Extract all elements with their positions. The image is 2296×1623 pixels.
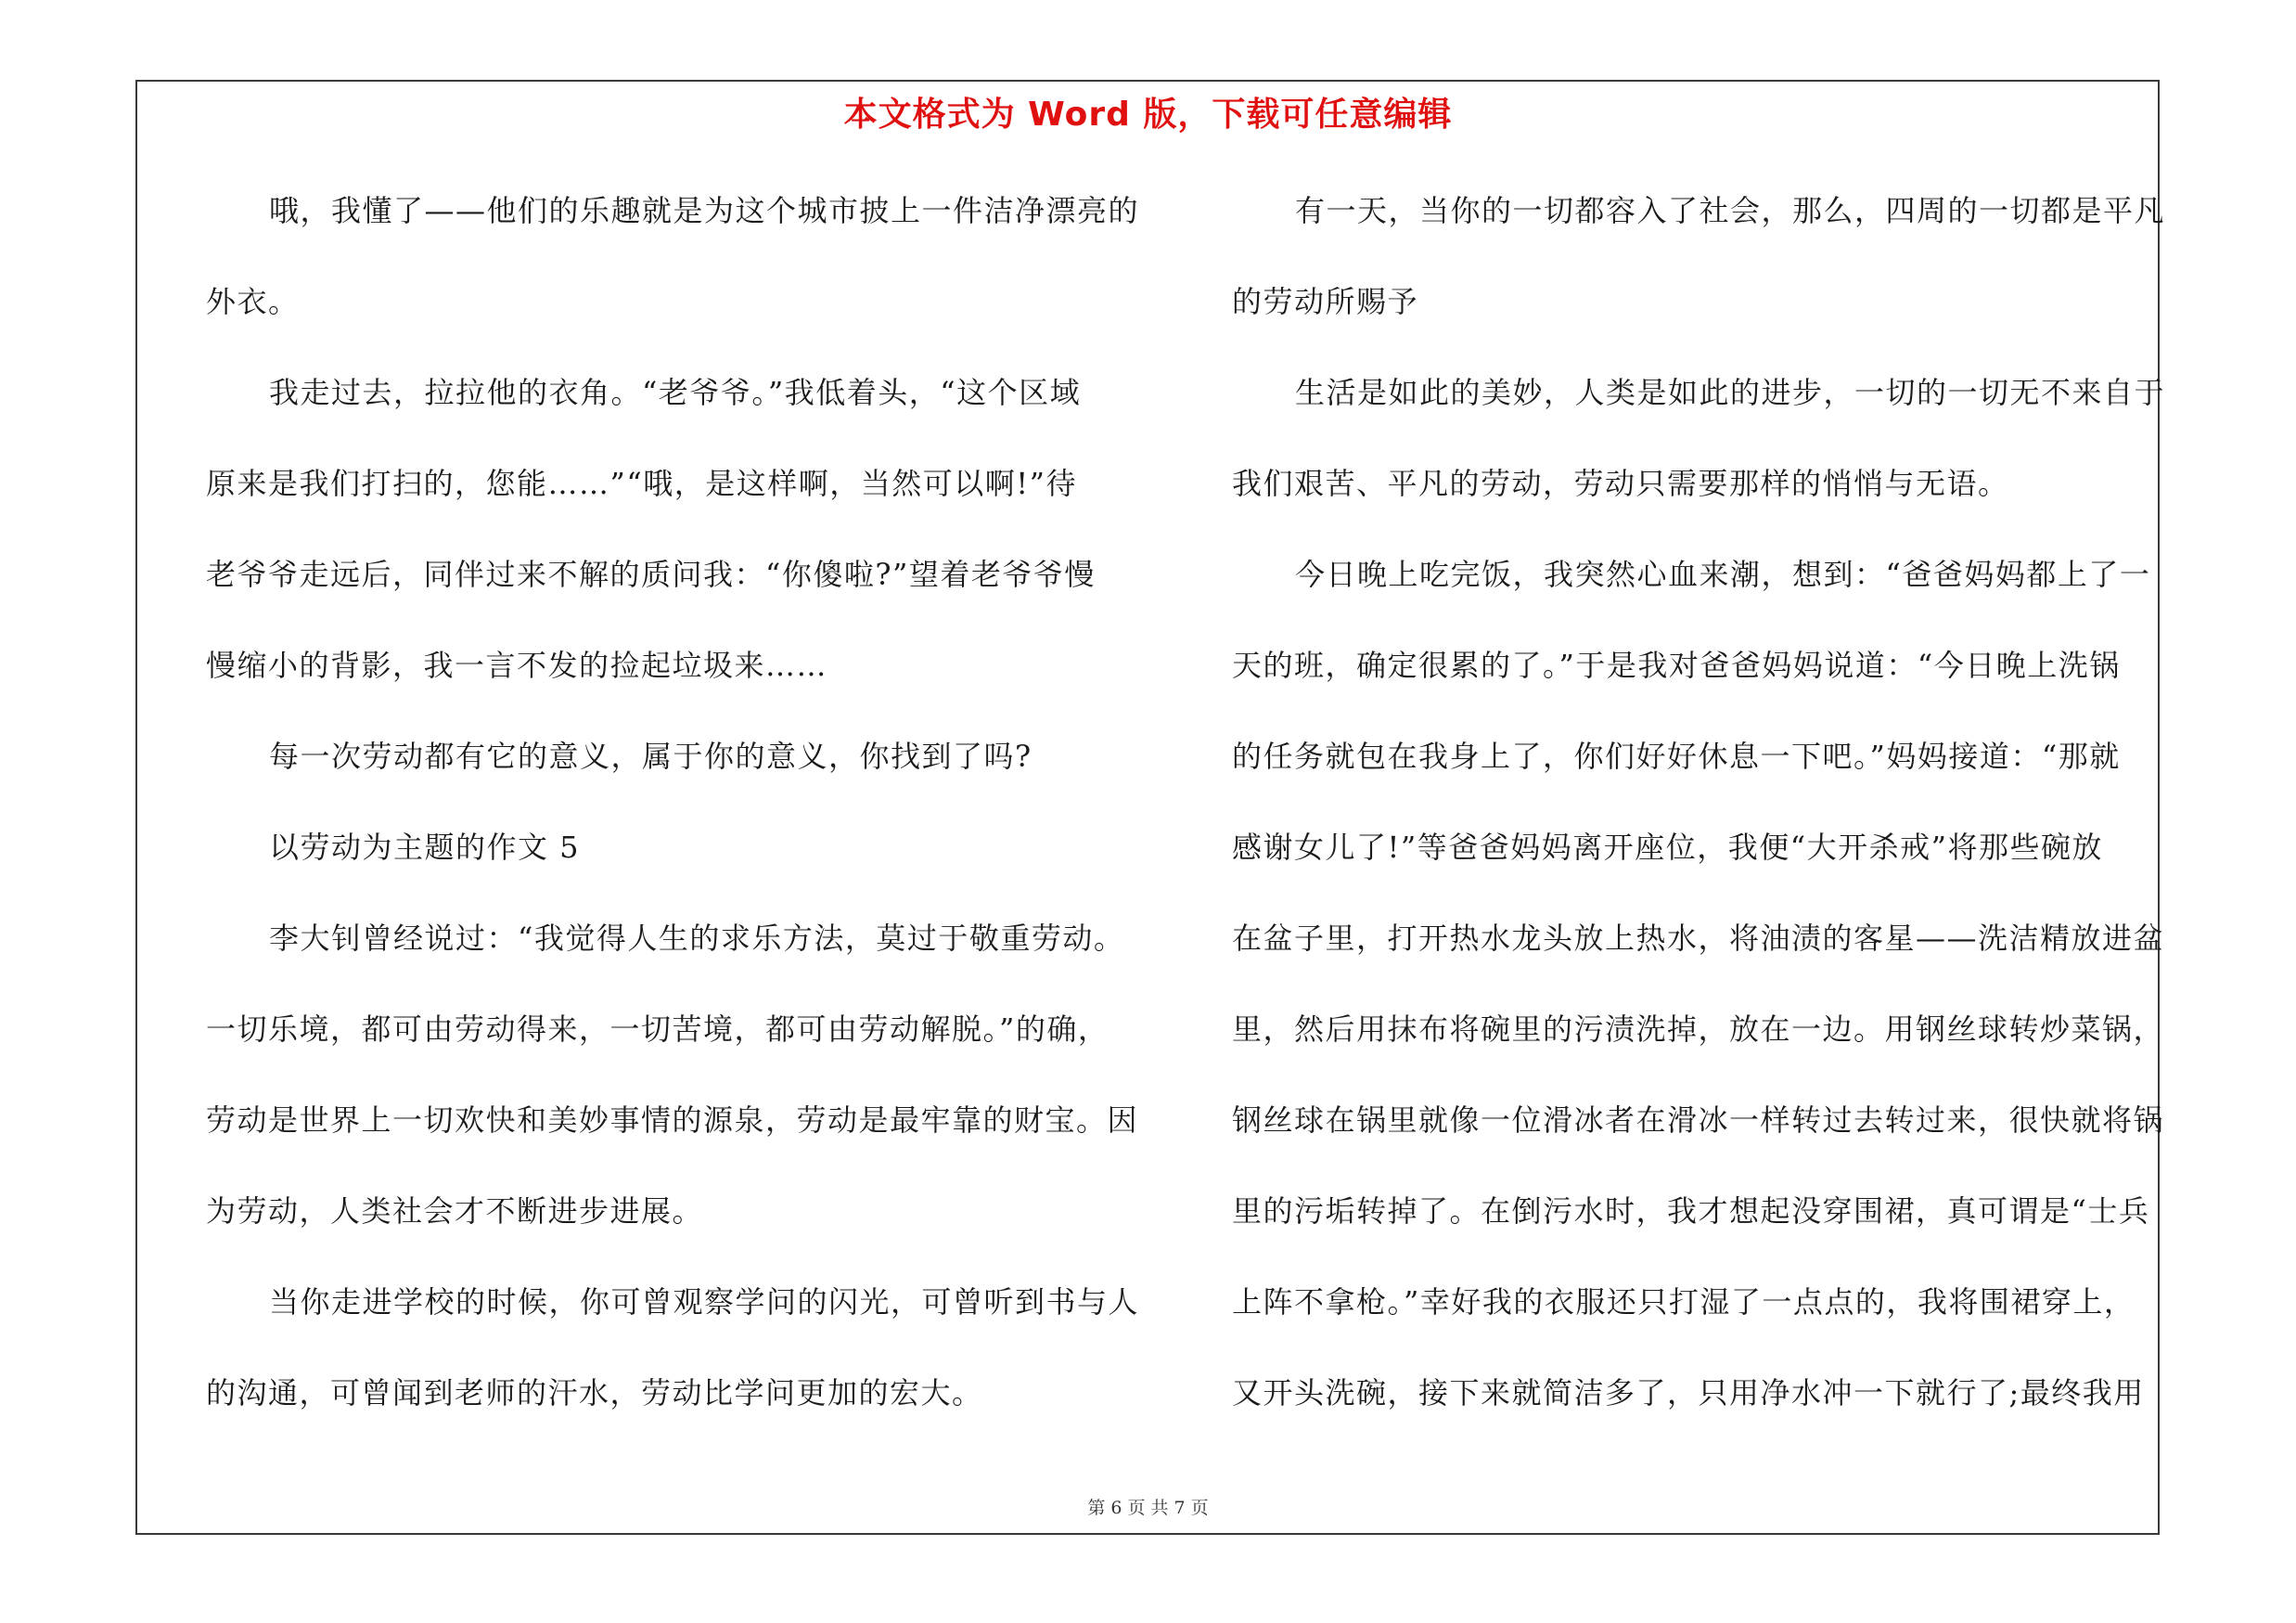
text-line: 慢缩小的背影，我一言不发的捡起垃圾来…… xyxy=(206,648,828,683)
page-number: 第 6 页 共 7 页 xyxy=(1087,1498,1209,1518)
text-line: 老爷爷走远后，同伴过来不解的质问我：“你傻啦?”望着老爷爷慢 xyxy=(206,557,1096,592)
text-line: 的劳动所赐予 xyxy=(1232,284,1419,319)
text-line: 里的污垢转掉了。在倒污水时，我才想起没穿围裙，真可谓是“士兵 xyxy=(1232,1193,2150,1229)
right-column xyxy=(1232,186,2166,1459)
text-line: 生活是如此的美妙，人类是如此的进步，一切的一切无不来自于 xyxy=(1295,375,2166,410)
text-line: 有一天，当你的一切都容入了社会，那么，四周的一切都是平凡 xyxy=(1295,193,2166,228)
text-line: 劳动是世界上一切欢快和美妙事情的源泉，劳动是最牢靠的财宝。因 xyxy=(206,1102,1139,1138)
text-line: 为劳动，人类社会才不断进步进展。 xyxy=(206,1193,704,1229)
text-line: 又开头洗碗，接下来就简洁多了，只用净水冲一下就行了;最终我用 xyxy=(1232,1375,2145,1410)
text-line: 我走过去，拉拉他的衣角。“老爷爷。”我低着头，“这个区域 xyxy=(269,375,1082,410)
text-line: 今日晚上吃完饭，我突然心血来潮，想到：“爸爸妈妈都上了一 xyxy=(1295,557,2151,592)
text-line: 当你走进学校的时候，你可曾观察学问的闪光，可曾听到书与人 xyxy=(269,1284,1140,1320)
left-column xyxy=(206,186,1143,1459)
text-line: 以劳动为主题的作文 5 xyxy=(269,830,581,865)
text-line: 每一次劳动都有它的意义，属于你的意义，你找到了吗? xyxy=(269,739,1033,774)
text-line: 上阵不拿枪。”幸好我的衣服还只打湿了一点点的，我将围裙穿上， xyxy=(1232,1284,2136,1320)
text-line: 里，然后用抹布将碗里的污渍洗掉，放在一边。用钢丝球转炒菜锅， xyxy=(1232,1011,2165,1047)
text-line: 钢丝球在锅里就像一位滑冰者在滑冰一样转过去转过来，很快就将锅 xyxy=(1232,1102,2165,1138)
text-line: 外衣。 xyxy=(206,284,300,319)
text-line: 李大钊曾经说过：“我觉得人生的求乐方法，莫过于敬重劳动。 xyxy=(269,921,1125,956)
text-line: 哦，我懂了——他们的乐趣就是为这个城市披上一件洁净漂亮的 xyxy=(269,193,1140,228)
text-line: 原来是我们打扫的，您能……”“哦，是这样啊，当然可以啊!”待 xyxy=(206,466,1077,501)
text-line: 感谢女儿了!”等爸爸妈妈离开座位，我便“大开杀戒”将那些碗放 xyxy=(1232,830,2103,865)
text-line: 一切乐境，都可由劳动得来，一切苦境，都可由劳动解脱。”的确， xyxy=(206,1011,1110,1047)
text-line: 的任务就包在我身上了，你们好好休息一下吧。”妈妈接道：“那就 xyxy=(1232,739,2121,774)
text-line: 在盆子里，打开热水龙头放上热水，将油渍的客星——洗洁精放进盆 xyxy=(1232,921,2165,956)
text-line: 的沟通，可曾闻到老师的汗水，劳动比学问更加的宏大。 xyxy=(206,1375,983,1410)
text-line: 天的班，确定很累的了。”于是我对爸爸妈妈说道：“今日晚上洗锅 xyxy=(1232,648,2121,683)
header-banner: 本文格式为 Word 版，下载可任意编辑 xyxy=(843,96,1453,134)
text-line: 我们艰苦、平凡的劳动，劳动只需要那样的悄悄与无语。 xyxy=(1232,466,2009,501)
